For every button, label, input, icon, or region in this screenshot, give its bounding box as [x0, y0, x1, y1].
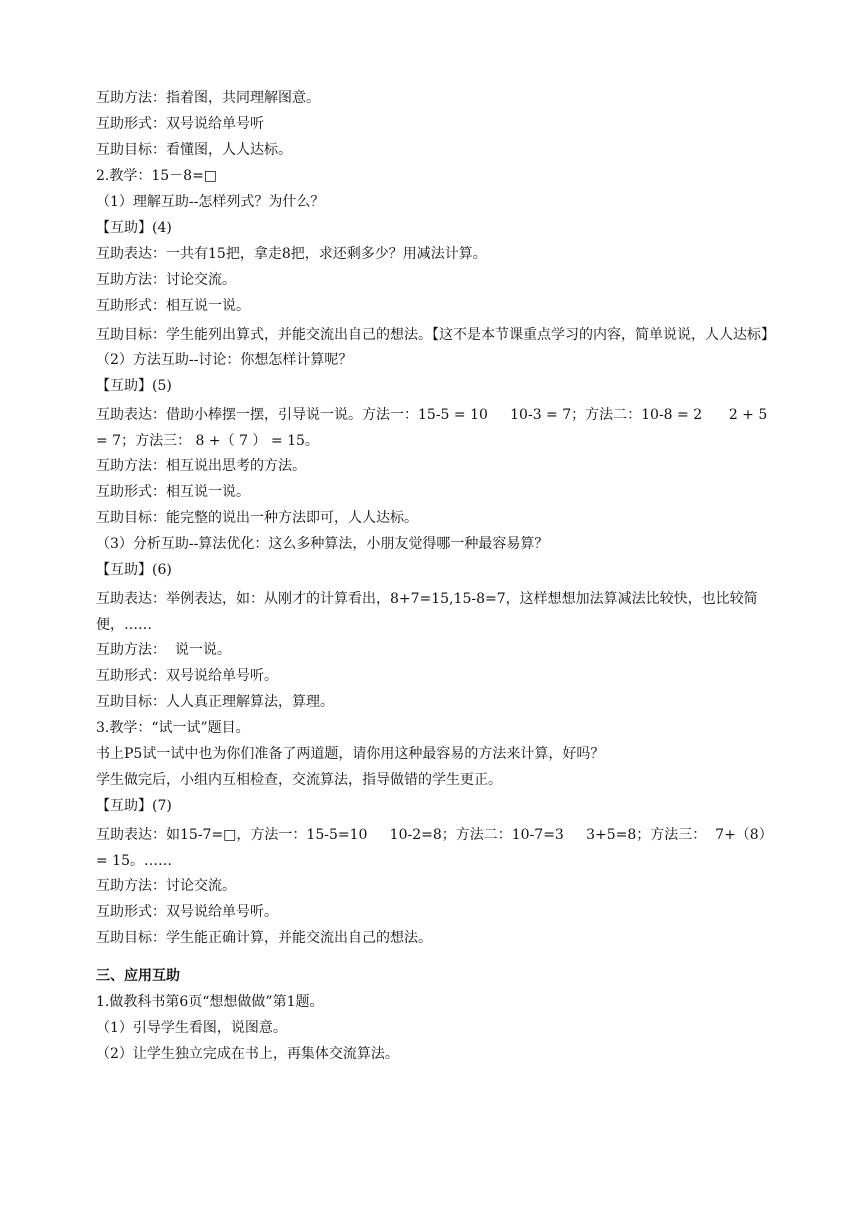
text-line: （2）方法互助--讨论：你想怎样计算呢？	[96, 352, 353, 368]
text-line: 互助形式：双号说给单号听	[96, 116, 264, 132]
text-line: 互助目标：看懂图，人人达标。	[96, 142, 292, 158]
section-heading: 三、应用互助	[96, 968, 180, 984]
text-line: 【互助】(6)	[96, 562, 172, 578]
text-line: 3.教学：“试一试”题目。	[96, 720, 250, 736]
text-line: 互助目标：人人真正理解算法，算理。	[96, 694, 334, 710]
text-line: （3）分析互助--算法优化：这么多种算法，小朋友觉得哪一种最容易算？	[96, 536, 549, 552]
text-line: 互助方法：讨论交流。	[96, 878, 236, 894]
text-line: 互助方法：指着图，共同理解图意。	[96, 90, 320, 106]
text-line: 2.教学：15－8=□	[96, 168, 218, 184]
text-line: 【互助】(5)	[96, 378, 172, 394]
text-line: 互助目标：能完整的说出一种方法即可，人人达标。	[96, 510, 418, 526]
text-line: 互助表达：一共有15把，拿走8把，求还剩多少？用减法计算。	[96, 246, 487, 262]
text-line: 互助表达：借助小棒摆一摆，引导说一说。方法一：15-5 = 10 10-3 = 7；方法二：10-8 = 2 2 + 5 = 7；方法三： 8 +（ 7 ） = 15。	[96, 407, 772, 449]
text-line: 【互助】(4)	[96, 220, 172, 236]
text-line: 互助形式：双号说给单号听。	[96, 668, 278, 684]
text-line: 互助方法：相互说出思考的方法。	[96, 458, 306, 474]
text-line: 互助形式：相互说一说。	[96, 484, 250, 500]
text-line: 学生做完后，小组内互相检查，交流算法，指导做错的学生更正。	[96, 772, 502, 788]
text-line: 互助方法：讨论交流。	[96, 272, 236, 288]
text-line: （1）理解互助--怎样列式？为什么？	[96, 194, 325, 210]
document-page	[96, 88, 776, 1070]
text-line: 互助方法： 说一说。	[96, 642, 231, 658]
text-line: 互助形式：相互说一说。	[96, 298, 250, 314]
text-line: （1）引导学生看图，说图意。	[96, 1020, 287, 1036]
text-line: 互助目标：学生能列出算式，并能交流出自己的想法。【这不是本节课重点学习的内容，简单说说，人人达标】	[96, 327, 775, 343]
text-line: 互助表达：举例表达，如：从刚才的计算看出，8+7=15,15-8=7，这样想想加法算减法比较快，也比较简便，……	[96, 591, 758, 633]
text-line: （2）让学生独立完成在书上，再集体交流算法。	[96, 1046, 399, 1062]
text-line: 互助表达：如15-7=□，方法一：15-5=10 10-2=8；方法二：10-7=3 3+5=8；方法三： 7+（8）= 15。……	[96, 827, 773, 869]
text-line: 互助目标：学生能正确计算，并能交流出自己的想法。	[96, 930, 432, 946]
text-line: 互助形式：双号说给单号听。	[96, 904, 278, 920]
text-line: 1.做教科书第6页“想想做做”第1题。	[96, 994, 324, 1010]
text-line: 【互助】(7)	[96, 798, 172, 814]
text-line: 书上P5试一试中也为你们准备了两道题，请你用这种最容易的方法来计算，好吗？	[96, 746, 605, 762]
